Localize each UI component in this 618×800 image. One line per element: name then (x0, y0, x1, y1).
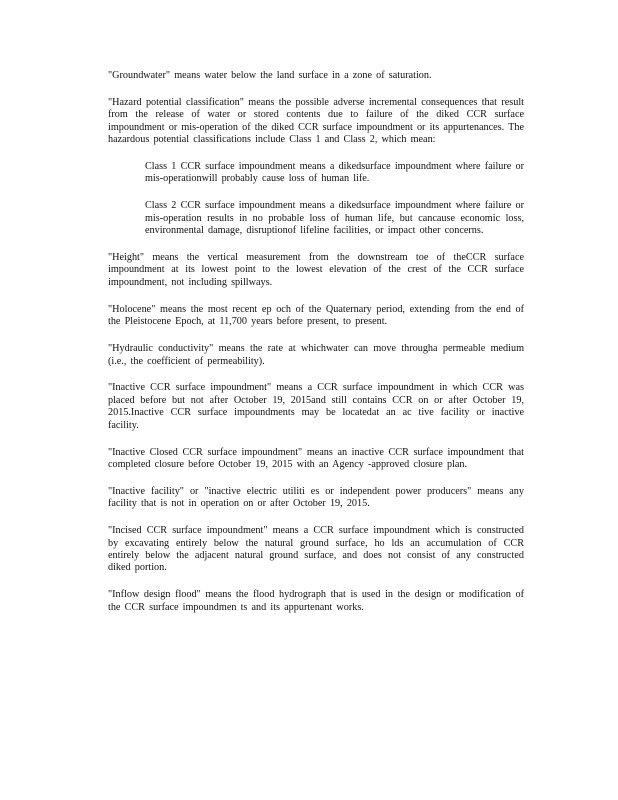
definition-inactive-ccr-surface-impoundment: "Inactive CCR surface impoundment" means a CCR surface impoundment in which CCR was placed before but not after October 19, 2015and still contains CCR on or after October 19, 2015.Inactive CCR surface impoundments may be locatedat an ac tive facility or inactive facility. (108, 382, 524, 431)
definition-inactive-closed-ccr-surface-impoundment: "Inactive Closed CCR surface impoundment" means an inactive CCR surface impoundment that completed closure before October 19, 2015 with an Agency -approved closure plan. (108, 446, 524, 470)
definition-class-2: Class 2 CCR surface impoundment means a dikedsurface impoundment where failure or mis-operation results in no probable loss of human life, but cancause economic loss, environmental damage, disruptionof lifeline facilities, or impact other concerns. (145, 200, 524, 237)
document-page (108, 70, 524, 629)
definition-height: "Height" means the vertical measurement from the downstream toe of theCCR surface impoundment at its lowest point to the lowest elevation of the crest of the CCR surface impoundment, not including spillways. (108, 252, 524, 288)
definition-hazard-potential-classification: "Hazard potential classification" means the possible adverse incremental consequences that result from the release of water or stored contents due to failure of the diked CCR surface impoundment or mis-operation of the diked CCR surface impoundment or its appurtenances. The hazardous potential classifications include Class 1 and Class 2, which mean: (108, 96, 524, 146)
definition-hydraulic-conductivity: "Hydraulic conductivity" means the rate at whichwater can move througha permeable medium (i.e., the coefficient of permeability). (108, 343, 524, 367)
definition-incised-ccr-surface-impoundment: "Incised CCR surface impoundment" means a CCR surface impoundment which is constructed by excavating entirely below the natural ground surface, ho lds an accumulation of CCR entirely below the adjacent natural ground surface, and does not consist of any constructed diked portion. (108, 525, 524, 574)
definition-holocene: "Holocene" means the most recent ep och of the Quaternary period, extending from the end of the Pleistocene Epoch, at 11,700 years before present, to present. (108, 303, 524, 328)
definition-inflow-design-flood: "Inflow design flood" means the flood hydrograph that is used in the design or modification of the CCR surface impoundmen ts and its appurtenant works. (108, 589, 524, 613)
definition-groundwater: "Groundwater" means water below the land surface in a zone of saturation. (108, 70, 432, 81)
definition-class-1: Class 1 CCR surface impoundment means a dikedsurface impoundment where failure or mis-operationwill probably cause loss of human life. (145, 161, 524, 185)
definition-inactive-facility: "Inactive facility" or "inactive electric utiliti es or independent power producers" means any facility that is not in operation on or after October 19, 2015. (108, 485, 524, 510)
